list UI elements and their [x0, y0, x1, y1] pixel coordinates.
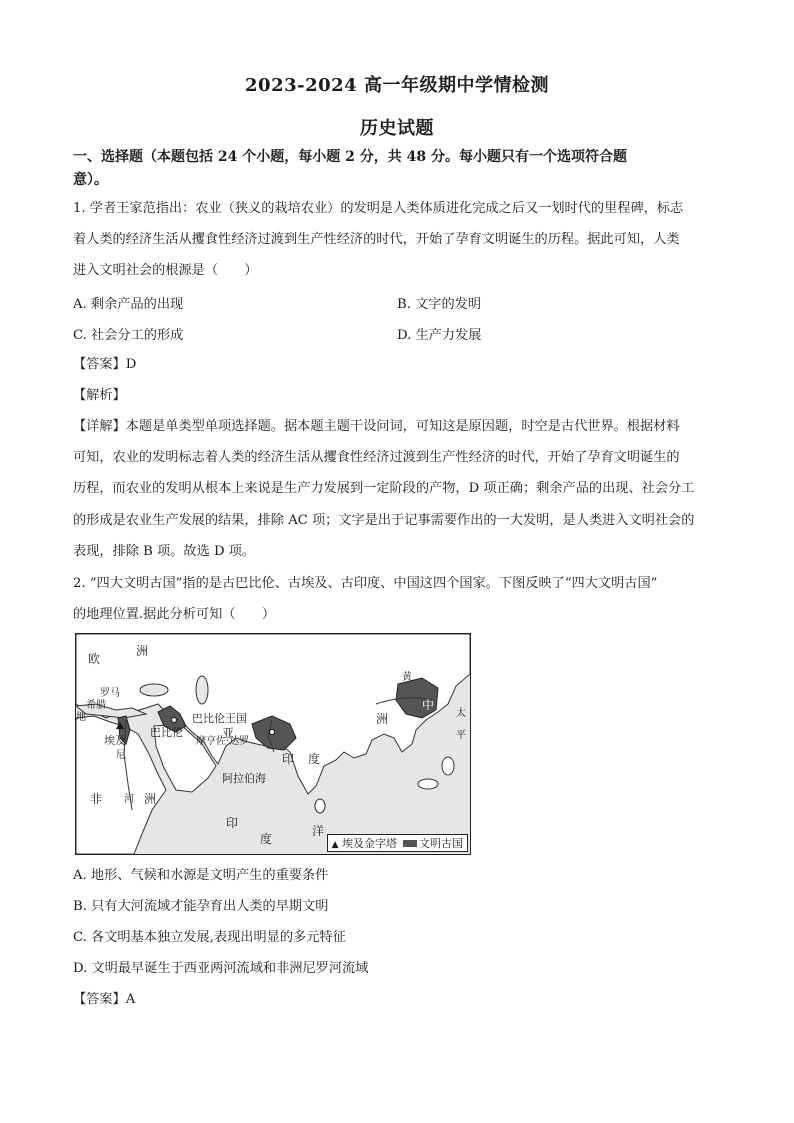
q2-option-c: C. 各文明基本独立发展,表现出明显的多元特征: [73, 930, 346, 945]
q1-detail-line-3: 历程，而农业的发明从根本上来说是生产力发展到一定阶段的产物，D 项正确；剩余产品的出现、社会分工: [73, 481, 695, 496]
civilization-swatch-icon: [403, 840, 417, 847]
map-label-indian-ocean-1: 印: [226, 816, 239, 830]
map-graphic: [76, 634, 470, 854]
map-label-babylon-kingdom: 巴比伦王国: [192, 712, 247, 725]
q1-option-c: C. 社会分工的形成: [73, 328, 184, 343]
q1-stem-line-1: 1. 学者王家范指出：农业（狭义的栽培农业）的发明是人类体质进化完成之后又一划时代的里程碑，标志: [73, 201, 684, 216]
map-label-mohenjo-daro: 摩亨佐·达罗: [196, 736, 250, 747]
q2-option-b: B. 只有大河流域才能孕育出人类的早期文明: [73, 899, 329, 914]
map-label-babylon: 巴比伦: [150, 726, 183, 739]
exam-subtitle: 历史试题: [360, 118, 434, 139]
section-heading-line-1: 一、选择题（本题包括 24 个小题，每小题 2 分，共 48 分。每小题只有一个选项符合题: [73, 149, 627, 165]
map-label-rome: 罗马: [100, 688, 120, 699]
map-label-india-1: 印: [282, 752, 295, 766]
map-label-pacific-1: 太: [456, 708, 466, 719]
map-label-pacific-2: 平: [456, 730, 466, 741]
map-label-asia-1: 亚: [222, 726, 235, 740]
q2-option-d: D. 文明最早诞生于西亚两河流域和非洲尼罗河流域: [73, 961, 369, 976]
q2-option-a: A. 地形、气候和水源是文明产生的重要条件: [73, 868, 329, 883]
map-label-nile: 尼: [116, 750, 126, 761]
map-label-yellow-river: 黄: [402, 672, 412, 683]
pyramid-icon: ▲: [331, 840, 339, 850]
map-label-africa-1: 非: [90, 792, 103, 806]
q1-detail-line-4: 的形成是农业生产发展的结果，排除 AC 项；文字是出于记事需要作出的一大发明，是人类进入文明社会的: [73, 513, 695, 528]
ancient-civilizations-map: [75, 633, 471, 855]
section-heading-line-2: 意）。: [73, 172, 108, 188]
map-label-asia-2: 洲: [376, 712, 389, 726]
map-label-indian-ocean-3: 洋: [312, 824, 325, 838]
q1-option-b: B. 文字的发明: [397, 297, 482, 312]
map-label-arabian-sea: 阿拉伯海: [222, 772, 266, 785]
map-label-river: 河: [124, 794, 134, 805]
q2-stem-line-2: 的地理位置.据此分析可知（ ）: [73, 607, 276, 622]
q1-detail-line-5: 表现，排除 B 项。故选 D 项。: [73, 544, 256, 559]
q1-stem-line-2: 着人类的经济生活从攫食性经济过渡到生产性经济的时代，开始了孕育文明诞生的历程。据此可知，人类: [73, 232, 680, 247]
map-label-india-2: 度: [308, 752, 321, 766]
q1-analysis-label: 【解析】: [73, 388, 126, 403]
map-legend: [327, 834, 468, 852]
map-label-greece: 希腊: [86, 700, 106, 711]
q1-option-a: A. 剩余产品的出现: [73, 297, 184, 312]
q1-answer: 【答案】D: [73, 357, 137, 372]
q1-stem-line-3: 进入文明社会的根源是（ ）: [73, 263, 258, 278]
legend-pyramid: ▲ 埃及金字塔: [331, 837, 397, 850]
q2-answer: 【答案】A: [73, 992, 136, 1007]
q1-option-d: D. 生产力发展: [397, 328, 482, 343]
legend-civilization: 文明古国: [403, 835, 463, 851]
map-label-indian-ocean-2: 度: [260, 832, 273, 846]
q2-stem-line-1: 2. “四大文明古国”指的是古巴比伦、古埃及、古印度、中国这四个国家。下图反映了“四大文明古国”: [73, 576, 658, 591]
exam-title: 2023-2024 高一年级期中学情检测: [245, 75, 549, 96]
map-label-sea: 地: [76, 712, 86, 723]
map-label-europe-2: 洲: [136, 644, 149, 658]
map-label-africa-2: 洲: [144, 792, 157, 806]
map-label-egypt: 埃及: [104, 734, 126, 747]
q1-detail-line-1: 【详解】本题是单类型单项选择题。据本题主题干设问词，可知这是原因题，时空是古代世界。根据材料: [73, 419, 680, 434]
map-label-europe-1: 欧: [88, 652, 101, 666]
map-label-china: 中: [422, 698, 435, 712]
q1-detail-line-2: 可知，农业的发明标志着人类的经济生活从攫食性经济过渡到生产性经济的时代，开始了孕育文明诞生的: [73, 450, 680, 465]
